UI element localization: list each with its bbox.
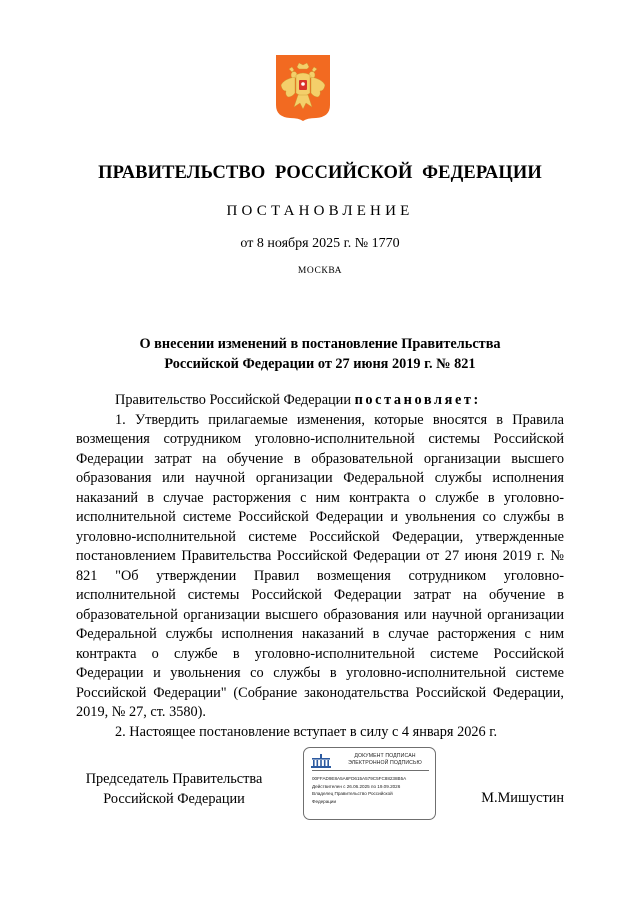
electronic-signature-stamp — [303, 747, 436, 820]
stamp-header-line: ДОКУМЕНТ ПОДПИСАН — [354, 753, 416, 759]
signer-position-line: Российской Федерации — [103, 790, 245, 807]
decree-type: ПОСТАНОВЛЕНИЕ — [226, 203, 414, 219]
emblem — [276, 55, 330, 121]
government-name: ПРАВИТЕЛЬСТВО РОССИЙСКОЙ ФЕДЕРАЦИИ — [98, 163, 542, 183]
stamp-header — [337, 753, 433, 767]
stamp-details — [312, 775, 434, 805]
preamble-text: Правительство Российской Федерации — [115, 392, 355, 408]
certificate-owner: Владелец Правительство Российской — [312, 791, 393, 796]
document-body — [76, 391, 564, 742]
document-title-line: Российской Федерации от 27 июня 2019 г. № 821 — [164, 356, 476, 372]
decree-date-number: от 8 ноября 2025 г. № 1770 — [240, 236, 400, 251]
certificate-validity: Действителен с 26.06.2025 по 19.09.2026 — [312, 783, 401, 789]
preamble — [76, 391, 564, 411]
certificate-serial: 00FFAD9E8A5A6FD615A579C5FC88238B5A — [312, 776, 407, 781]
document-title-line: О внесении изменений в постановление Правительства — [139, 336, 501, 352]
signer-position — [76, 770, 272, 809]
stamp-divider — [312, 770, 429, 771]
document-title — [0, 334, 640, 374]
stamp-header-line: ЭЛЕКТРОННОЙ ПОДПИСЬЮ — [348, 760, 422, 766]
signer-name: М.Мишустин — [481, 790, 564, 806]
decree-verb: постановляет: — [354, 392, 481, 408]
russian-coat-of-arms-icon — [276, 55, 330, 121]
government-building-icon — [310, 753, 332, 769]
paragraph-1: 1. Утвердить прилагаемые изменения, которые вносятся в Правила возмещения сотрудником уголовно-исполнительной системы Российской Федерации затрат на обучение в образовательной организации высшего образования или научной организации Федеральной службы исполнения наказаний в случае расторжения с ним контракта о службе в уголовно-исполнительной системе Российской Федерации и увольнения со службы в уголовно-исполнительной системе Российской Федерации, утвержденные постановлением Правительства Российской Федерации от 27 июня 2019 г. № 821 "Об утверждении Правил возмещения сотрудником уголовно-исполнительной системы Российской Федерации затрат на обучение в образовательной организации высшего образования или научной организации Федеральной службы исполнения наказаний в случае расторжения с ним контракта о службе в уголовно-исполнительной системе Российской Федерации и увольнения со службы в уголовно-исполнительной системе Российской Федерации" (Собрание законодательства Российской Федерации, 2019, № 27, ст. 3580). — [76, 411, 564, 720]
paragraph-2: 2. Настоящее постановление вступает в силу с 4 января 2026 г. — [115, 723, 498, 740]
signer-position-line: Председатель Правительства — [85, 771, 263, 787]
certificate-owner: Федерации — [312, 798, 337, 804]
city: МОСКВА — [297, 266, 343, 276]
